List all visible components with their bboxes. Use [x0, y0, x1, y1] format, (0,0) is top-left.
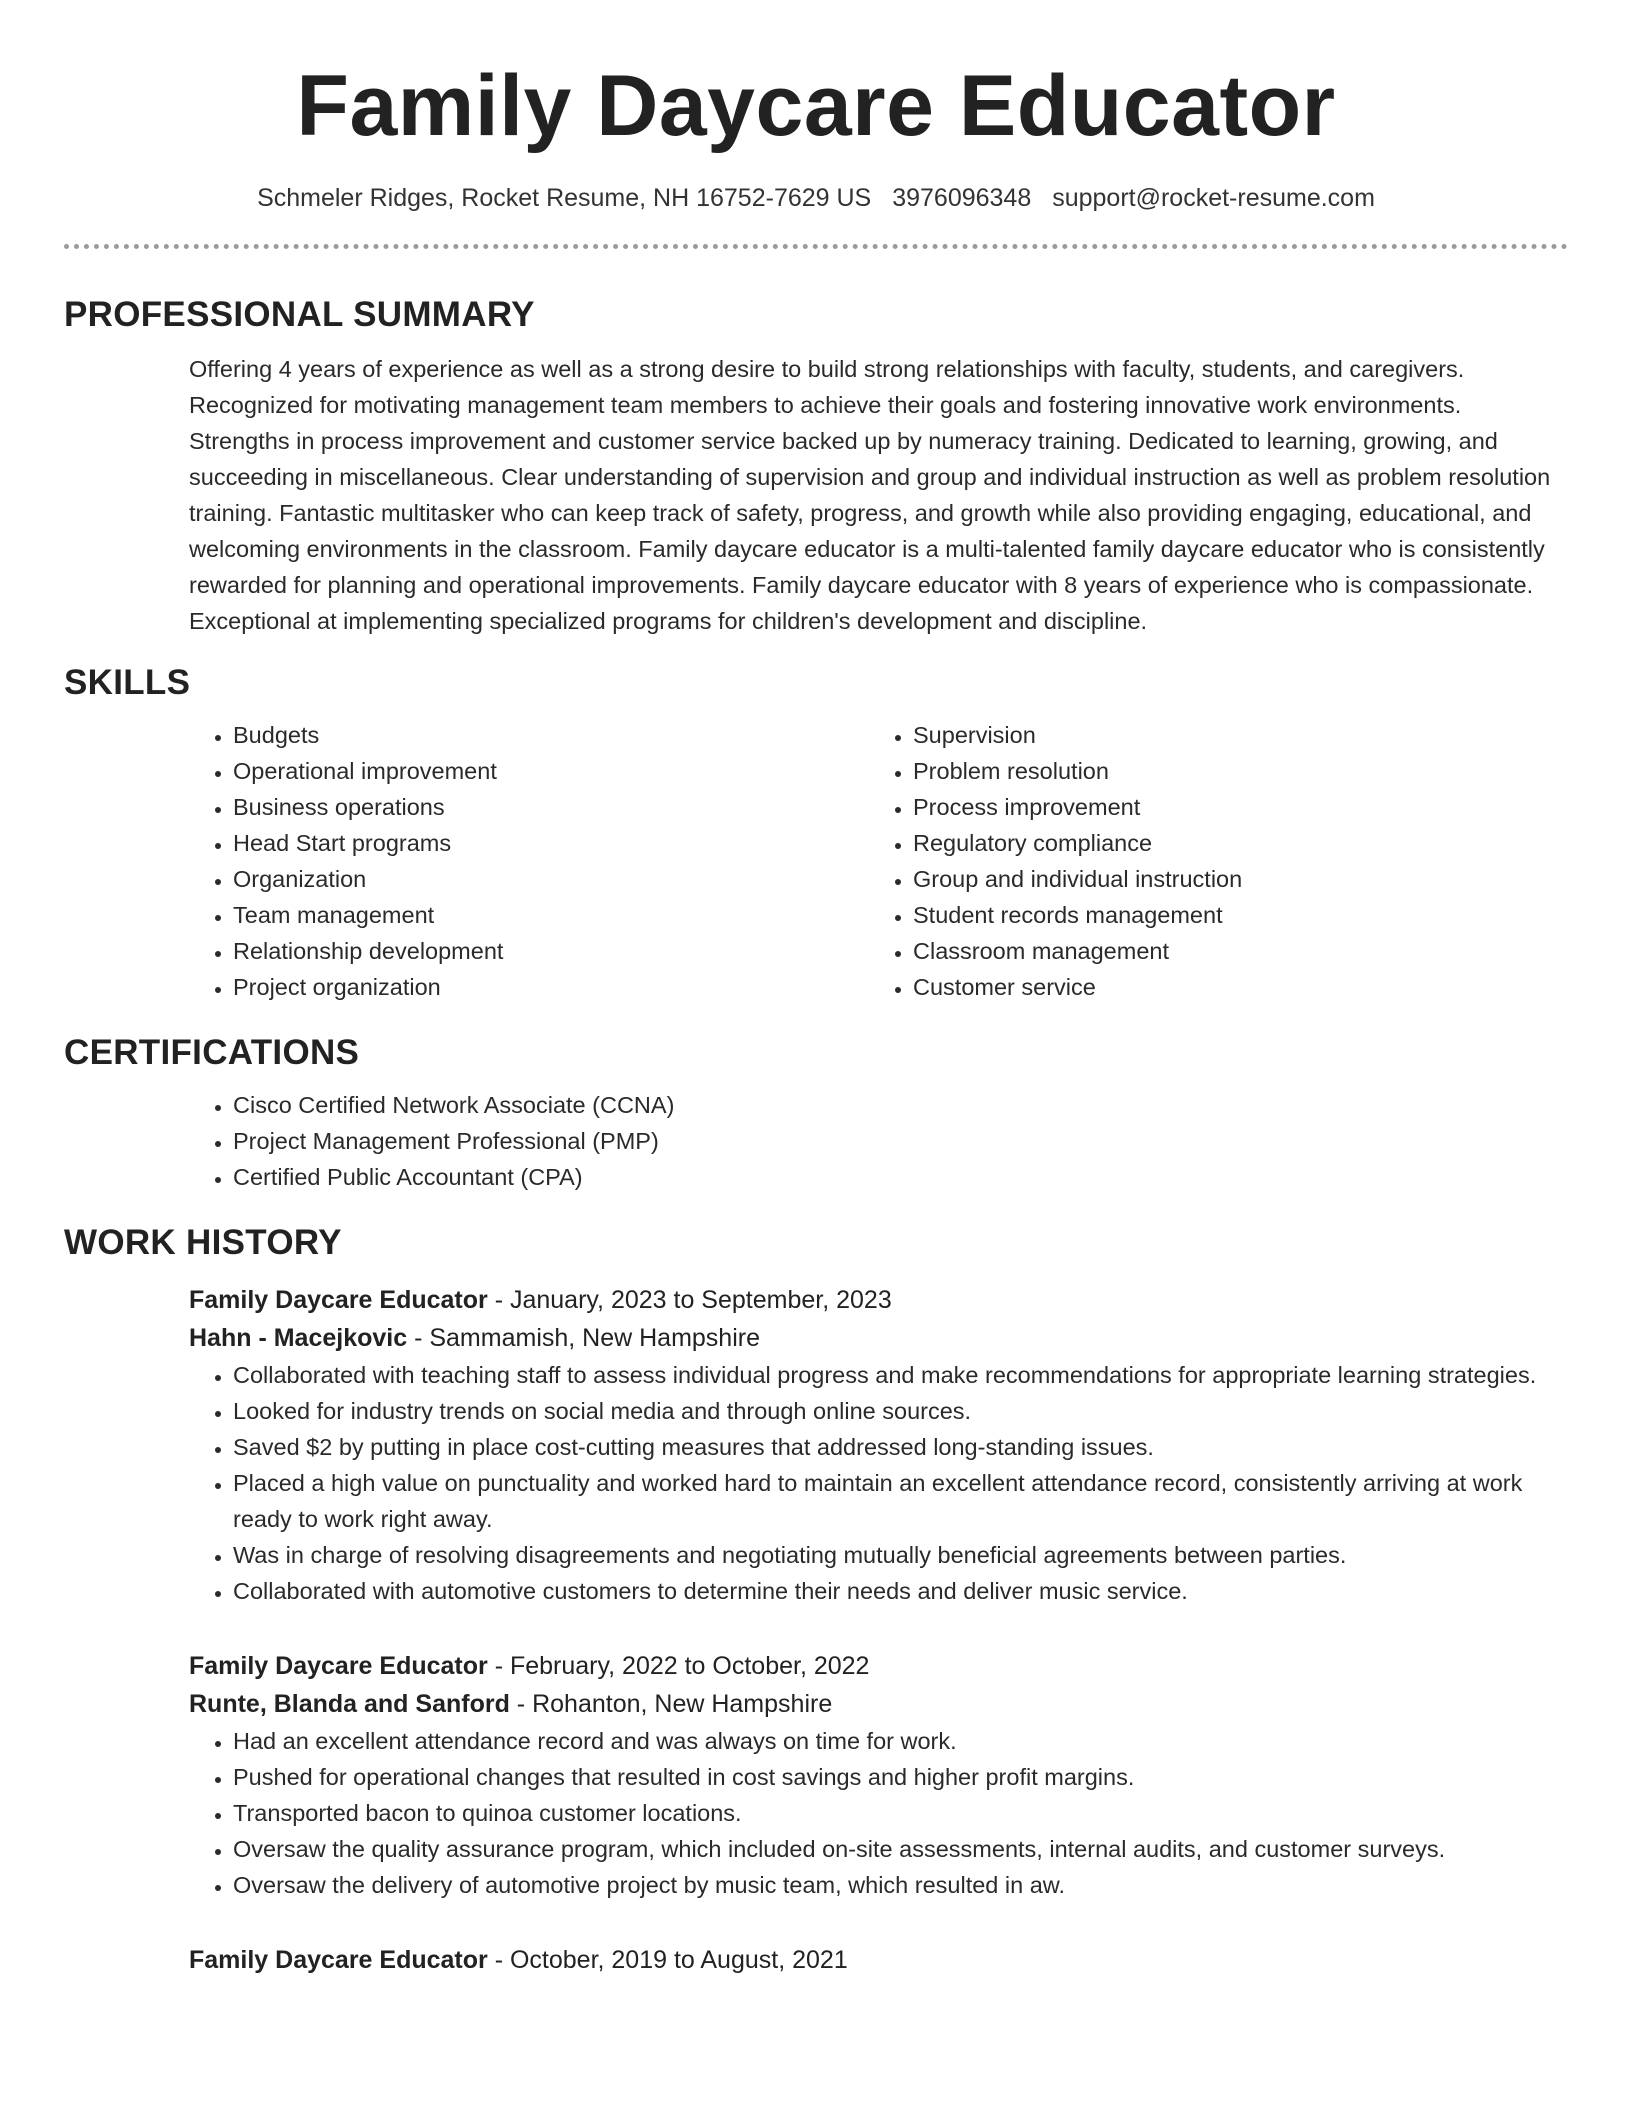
job-company-line [189, 1685, 1568, 1723]
skill-item: • Problem resolution [913, 753, 1549, 789]
skill-item: • Student records management [913, 897, 1549, 933]
skill-item: • Team management [233, 897, 869, 933]
job-location: - Rohanton, New Hampshire [509, 1690, 833, 1718]
job-bullets [189, 1357, 1568, 1609]
skill-item: • Supervision [913, 717, 1549, 753]
job-role: Family Daycare Educator [189, 1652, 488, 1680]
job-company-line [189, 1319, 1568, 1357]
skill-item: • Operational improvement [233, 753, 869, 789]
job-entry [189, 1281, 1568, 1609]
job-role: Family Daycare Educator [189, 1286, 488, 1314]
job-title-line [189, 1647, 1568, 1685]
job-dates: - January, 2023 to September, 2023 [487, 1286, 892, 1314]
job-bullet: • Oversaw the delivery of automotive project by music team, which resulted in aw. [233, 1867, 1568, 1903]
job-bullet: • Had an excellent attendance record and was always on time for work. [233, 1723, 1568, 1759]
job-company: Hahn - Macejkovic [189, 1324, 408, 1352]
work-history-title: WORK HISTORY [64, 1223, 342, 1262]
skill-item: • Process improvement [913, 789, 1549, 825]
skill-item: • Head Start programs [233, 825, 869, 861]
resume-page [64, 0, 1568, 1979]
skill-item: • Group and individual instruction [913, 861, 1549, 897]
job-bullet: • Was in charge of resolving disagreements and negotiating mutually beneficial agreements between parties. [233, 1537, 1568, 1573]
skill-item: • Classroom management [913, 933, 1549, 969]
certifications-list [189, 1087, 1568, 1195]
job-company: Runte, Blanda and Sanford [189, 1690, 510, 1718]
skill-item: • Relationship development [233, 933, 869, 969]
job-bullet: • Collaborated with automotive customers to determine their needs and deliver music service. [233, 1573, 1568, 1609]
contact-address: Schmeler Ridges, Rocket Resume, NH 16752-7629 US [257, 184, 872, 212]
certification-item: • Certified Public Accountant (CPA) [233, 1159, 1568, 1195]
job-entry [189, 1941, 1568, 1979]
skill-item: • Business operations [233, 789, 869, 825]
job-role: Family Daycare Educator [189, 1946, 488, 1974]
job-bullet: • Collaborated with teaching staff to assess individual progress and make recommendations for appropriate learning strategies. [233, 1357, 1568, 1393]
skills-column-right [869, 717, 1549, 1005]
contact-phone: 3976096348 [892, 184, 1032, 212]
header-divider [64, 244, 1568, 249]
certification-item: • Project Management Professional (PMP) [233, 1123, 1568, 1159]
skills-column-left [189, 717, 869, 1005]
job-bullet: • Transported bacon to quinoa customer locations. [233, 1795, 1568, 1831]
job-dates: - October, 2019 to August, 2021 [487, 1946, 848, 1974]
job-bullet: • Saved $2 by putting in place cost-cutting measures that addressed long-standing issues. [233, 1429, 1568, 1465]
contact-email: support@rocket-resume.com [1052, 184, 1375, 212]
skills-title: SKILLS [64, 663, 191, 702]
certifications-title: CERTIFICATIONS [64, 1033, 360, 1072]
skill-item: • Project organization [233, 969, 869, 1005]
skill-item: • Organization [233, 861, 869, 897]
job-bullet: • Placed a high value on punctuality and worked hard to maintain an excellent attendance record, consistently arriving at work ready to work right away. [233, 1465, 1568, 1537]
job-location: - Sammamish, New Hampshire [407, 1324, 760, 1352]
skill-item: • Regulatory compliance [913, 825, 1549, 861]
job-bullet: • Pushed for operational changes that resulted in cost savings and higher profit margins. [233, 1759, 1568, 1795]
skill-item: • Budgets [233, 717, 869, 753]
job-dates: - February, 2022 to October, 2022 [487, 1652, 870, 1680]
job-bullets [189, 1723, 1568, 1903]
skill-item: • Customer service [913, 969, 1549, 1005]
resume-name: Family Daycare Educator [296, 58, 1336, 154]
job-entry [189, 1647, 1568, 1903]
job-bullet: • Oversaw the quality assurance program, which included on-site assessments, internal audits, and customer surveys. [233, 1831, 1568, 1867]
summary-title: PROFESSIONAL SUMMARY [64, 295, 535, 334]
contact-line [64, 182, 1568, 214]
summary-text: Offering 4 years of experience as well as a strong desire to build strong relationships with faculty, students, and caregivers. Recognized for motivating management team members to achieve their goals and fostering innovative work environments. Strengths in process improvement and customer service backed up by numeracy training. Dedicated to learning, growing, and succeeding in miscellaneous. Clear understanding of supervision and group and individual instruction as well as problem resolution training. Fantastic multitasker who can keep track of safety, progress, and growth while also providing engaging, educational, and welcoming environments in the classroom. Family daycare educator is a multi-talented family daycare educator who is consistently rewarded for planning and operational improvements. Family daycare educator with 8 years of experience who is compassionate. Exceptional at implementing specialized programs for children's development and discipline. [189, 356, 1551, 634]
job-title-line [189, 1281, 1568, 1319]
skills-list [189, 717, 1568, 1005]
job-bullet: • Looked for industry trends on social media and through online sources. [233, 1393, 1568, 1429]
certification-item: • Cisco Certified Network Associate (CCNA) [233, 1087, 1568, 1123]
job-title-line [189, 1941, 1568, 1979]
